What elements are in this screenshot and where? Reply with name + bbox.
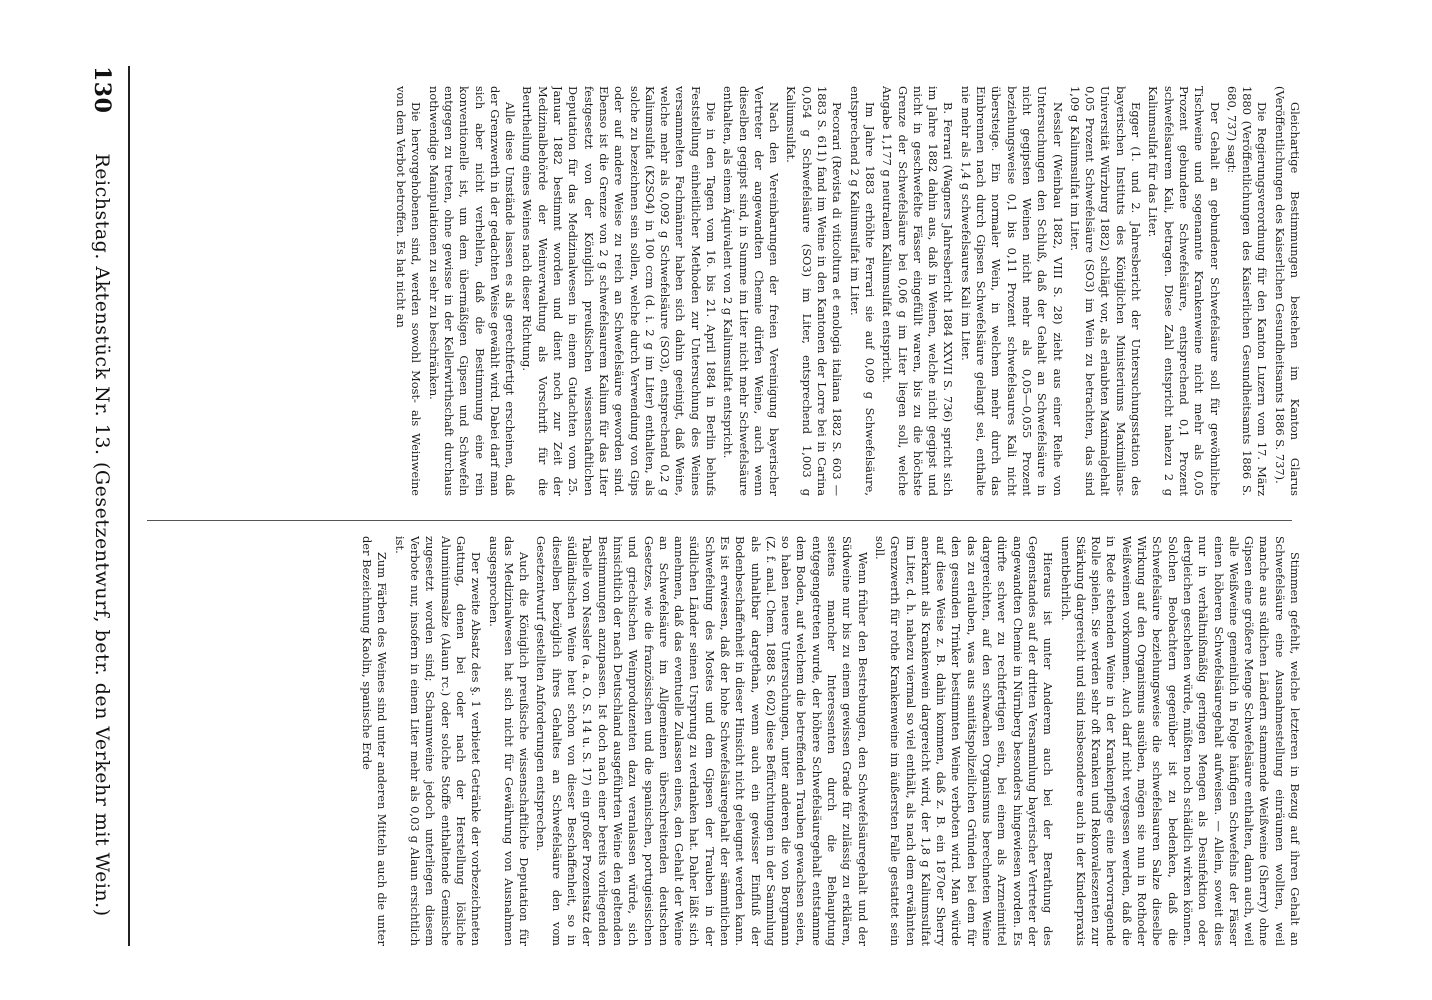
page-number: 130 <box>89 66 115 114</box>
paragraph: Die Regierungsverordnung für den Kanton Luzern vom 17. März 1880 (Veröffentlichungen des Kaiserlichen Gesundheitsamts 1886 S. 680, 737) sagt: <box>1224 86 1270 496</box>
running-head-title: Reichstag. Aktenstück Nr. 13. (Gesetzentwurf, betr. den Verkehr mit Wein.) <box>91 153 113 917</box>
paragraph: Gleichartige Bestimmungen bestehen im Kanton Glarus (Veröffentlichungen des Kaiserlichen Gesundheitsamts 1886 S. 737). <box>1272 86 1302 496</box>
paragraph: Die hervorgehobenen sind, werden sowohl Most- als Weinweine von dem Verbot betroffen. Es hat nicht an <box>394 86 424 496</box>
paragraph: Nessler (Weinbau 1882, VIII S. 28) zieht aus einer Reihe von Untersuchungen den Schluß, daß der Gehalt an Schwefelsäure in nicht gegipsten Weinen nicht mehr als 0,05—0,055 Prozent beziehungsweise 0,1 bis 0,11 Prozent schwefelsaures Kali nicht übersteige. Ein normaler Wein, in welchem mehr durch das Einbrennen nach durch Gipsen Schwefelsäure gelangt sei, enthalte nie mehr als 1,4 g schwefelsaures Kali im Liter. <box>958 86 1065 496</box>
right-column <box>137 536 1302 946</box>
header-rule <box>128 66 130 946</box>
paragraph: Alle diese Umstände lassen es als gerechtfertigt erscheinen, daß der Grenzwerth in der gedachten Weise gewählt wird. Dabei darf man sich aber nicht verhehlen, daß die Bestimmung eine rein konventionelle ist, um dem übermäßigen Gipsen und Schwefeln entgegen zu treten, ohne gewisse in der Kellerwirthschaft durchaus nothwendige Manipulationen zu sehr zu beschränken. <box>426 86 518 496</box>
column-divider <box>147 520 1292 521</box>
paragraph: Nach den Vereinbarungen der freien Vereinigung bayerischer Vertreter der angewandten Chemie dürfen Weine, auch wenn dieselben gegipst sind, in Summe im Liter nicht mehr Schwefelsäure enthalten, als einem Äquivalent von 2 g Kaliumsulfat entspricht. <box>721 86 782 496</box>
paragraph: Im Jahre 1883 erhöhte Ferrari sie auf 0,09 g Schwefelsäure, entsprechend 2 g Kaliumsulfat im Liter. <box>847 86 877 496</box>
paragraph: Stimmen gefehlt, welche letzteren in Bezug auf ihren Gehalt an Schwefelsäure eine Ausnahmestellung einräumen wollten, weil manche aus südlichen Ländern stammende Weißweine (Sherry) ohne Gipsen eine größere Menge Schwefelsäure enthalten, dann auch, weil alle Weißweine gemeinlich in Folge häufigen Schwefelns der Fässer einen höheren Schwefelsäuregehalt aufweisen. — Allein, soweit dies nur in verhältnißmäßig geringen Mengen als Desinfektion oder dergleichen geschehen würde, müßten noch schädlich wirken können. Solchen Beobachtern gegenüber ist zu bedenken, daß die Schwefelsäure beziehungsweise die schwefelsauren Salze dieselbe Wirkung auf den Organismus ausüben, mögen sie nun in Rothoder Weißweinen vorkommen. Auch darf nicht vergessen werden, daß die in Rede stehenden Weine in der Krankenpflege eine hervorragende Rolle spielen. Sie werden sehr oft Kranken und Rekonvaleszenten zur Stärkung dargereicht und sind insbesondere auch in der Kinderpraxis unentbehrlich. <box>1058 536 1302 946</box>
paragraph: Egger (1. und 2. Jahresbericht der Untersuchungsstation des bayerischen Instituts des Königlichen Ministeriums Maximilians-Universität Würzburg 1882) schlägt vor, als erlaubten Maximalgehalt 0,05 Prozent Schwefelsäure (SO3) im Wein zu betrachten, das sind 1,09 g Kaliumsulfat im Liter. <box>1067 86 1144 496</box>
paragraph: Hieraus ist unter Anderem auch bei der Berathung des Gegenstandes auf der dritten Versammlung bayerischer Vertreter der angewandten Chemie in Nürnberg besonders hingewiesen worden. Es dürfte schwer zu rechtfertigen sein, bei einem als Arzneimittel dargereichten, auf den schwachen Organismus berechneten Weine das zu erlauben, was aus sanitätspolizeilichen Gründen bei dem für den gesunden Trinker bestimmten Weine verboten wird. Man würde auf diese Weise z. B. dahin kommen, daß z. B. ein 1870er Sherry anerkannt als Krankenwein dargereicht wird, der 1,8 g Kaliumsulfat im Liter, d. h. nahezu viermal so viel enthält, als nach dem erwähnten Grenzwerth für rothe Krankenweine im äußersten Falle gestattet sein soll. <box>872 536 1056 946</box>
paragraph: B. Ferrari (Wagners Jahresbericht 1884 XXVII S. 736) spricht sich im Jahre 1882 dahin aus, daß in Weinen, welche nicht gegipst und nicht in geschwefelte Fässer eingefüllt waren, bis zu die höchste Grenze der Schwefelsäure bei 0,06 g im Liter liegen soll, welche Angabe 1,177 g neutralem Kaliumsulfat entspricht. <box>880 86 956 496</box>
paragraph: Die in den Tagen vom 16. bis 21. April 1884 in Berlin behufs Feststellung einheitlicher Methoden zur Untersuchung des Weines versammelten Fachmänner haben sich dahin geeinigt, daß Weine, welche mehr als 0,092 g Schwefelsäure (SO3), entsprechend 0,2 g Kaliumsulfat (K2SO4) in 100 ccm (d. i. 2 g im Liter) enthalten, als solche zu bezeichnen sein sollen, welche durch Verwendung von Gips oder auf andere Weise zu reich an Schwefelsäure geworden sind. Ebenso ist die Grenze von 2 g schwefelsaurem Kalium für das Liter festgesetzt von der Königlich preußischen wissenschaftlichen Deputation für das Medizinalwesen in einem Gutachten vom 25. Januar 1882 bestimmt worden und dient noch zur Zeit der Medizinalbehörde der Weinverwaltung als Vorschrift für die Beurtheilung eines Weines nach dieser Richtung. <box>520 86 719 496</box>
paragraph: Der Gehalt an gebundener Schwefelsäure soll für gewöhnliche Tischweine und sogenannte Krankenweine nicht mehr als 0,05 Prozent gebundene Schwefelsäure, entsprechend 0,1 Prozent schwefelsaurem Kali, betragen. Diese Zahl entspricht nahezu 2 g Kaliumsulfat für das Liter. <box>1146 86 1222 496</box>
paragraph: Zum Färben des Weines sind unter anderen Mitteln auch die unter der Bezeichnung Kaolin, spanische Erde <box>360 536 390 946</box>
running-head <box>87 66 117 946</box>
paragraph: Auch die Königlich preußische wissenschaftliche Deputation für das Medizinalwesen hat sich nicht für Gewährung von Ausnahmen ausgesprochen. <box>486 536 532 946</box>
paragraph: Der zweite Absatz des §. 1 verbietet Getränke der vorbezeichneten Gattung, denen bei oder nach der Herstellung lösliche Aluminiumsalze (Alaun rc.) oder solche Stoffe enthaltende Gemische zugesetzt worden sind; Schaumweine jedoch unterliegen diesem Verbote nur, insofern in einem Liter mehr als 0,03 g Alaun ersichtlich ist. <box>392 536 484 946</box>
paragraph: Pecorari (Revista di viticoltura et enologia italiana 1882 S. 603 — 1883 S. 611) fand im Weine in den Kantonen der Lorre bei in Carina 0,054 g Schwefelsäure (SO3) im Liter, entsprechend 1,003 g Kaliumsulfat. <box>784 86 845 496</box>
left-column <box>137 86 1302 496</box>
paragraph: Wenn früher den Bestrebungen, den Schwefelsäuregehalt und der Südweine nur bis zu einem gewissen Grade für zulässig zu erklären, seitens mancher Interessenten durch die Behauptung entgegengetreten wurde, der höhere Schwefelsäuregehalt entstamme dem Boden, auf welchem die betreffenden Trauben gewachsen seien, so haben neuere Untersuchungen, unter anderen die von Borgmann (Z. f. anal. Chem. 1888 S. 602) diese Befürchtungen in der Sammlung als unhaltbar dargethan, wenn auch ein gewisser Einfluß der Bodenbeschaffenheit in dieser Hinsicht nicht geleugnet werden kann. Es ist erwiesen, daß der hohe Schwefelsäuregehalt der sämmtlichen Schwefelung des Mostes und dem Gipsen der Trauben in der südlichen Länder seinen Ursprung zu verdanken hat. Daher läßt sich annehmen, daß das eventuelle Zulassen eines, den Gehalt der Weine an Schwefelsäure im Allgemeinen überschreitenden deutschen Gesetzes, wie die französischen und die spanischen, portugiesischen und griechischen Weinproduzenten dazu veranlassen würde, sich hinsichtlich der nach Deutschland ausgeführten Weine den geltenden Bestimmungen anzupassen. Ist doch nach einer bereits vorliegenden Tabelle von Nessler (a. a. O. S. 14 u. S. 17) ein großer Prozentsatz der südländischen Weine heut schon von dieser Beschaffenheit, so in dieselben bezüglich ihres Gehaltes an Schwefelsäure den vom Gesetzentwurf gestellten Anforderungen entsprechen. <box>534 536 870 946</box>
